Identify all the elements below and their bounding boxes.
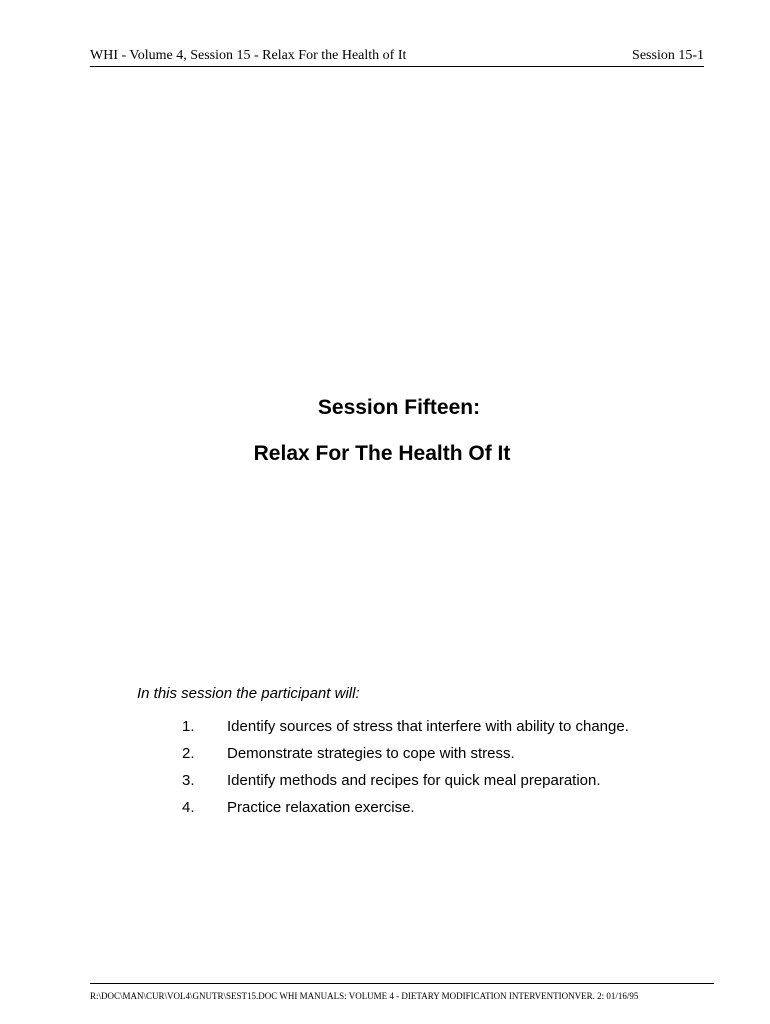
session-number-title: Session Fifteen: <box>317 396 481 419</box>
list-item-number: 4. <box>182 799 195 816</box>
header-page-number: Session 15-1 <box>632 48 704 63</box>
session-title-block <box>0 394 770 468</box>
page-footer: R:\DOC\MAN\CUR\VOL4\GNUTR\SEST15.DOC WHI MANUALS: VOLUME 4 - DIETARY MODIFICATION INTERVENTIONVER. 2: 01/16/95 <box>90 983 714 1002</box>
objectives-intro: In this session the participant will: <box>137 685 360 702</box>
list-item-text: Practice relaxation exercise. <box>227 799 415 816</box>
header-title: WHI - Volume 4, Session 15 - Relax For the Health of It <box>90 48 407 63</box>
list-item-number: 1. <box>182 718 195 735</box>
session-name-title: Relax For The Health Of It <box>253 442 511 465</box>
list-item-text: Identify methods and recipes for quick meal preparation. <box>227 772 601 789</box>
list-item-text: Identify sources of stress that interfere with ability to change. <box>227 718 629 735</box>
list-item-number: 3. <box>182 772 195 789</box>
list-item-number: 2. <box>182 745 195 762</box>
list-item-text: Demonstrate strategies to cope with stress. <box>227 745 515 762</box>
page-header <box>90 46 704 67</box>
